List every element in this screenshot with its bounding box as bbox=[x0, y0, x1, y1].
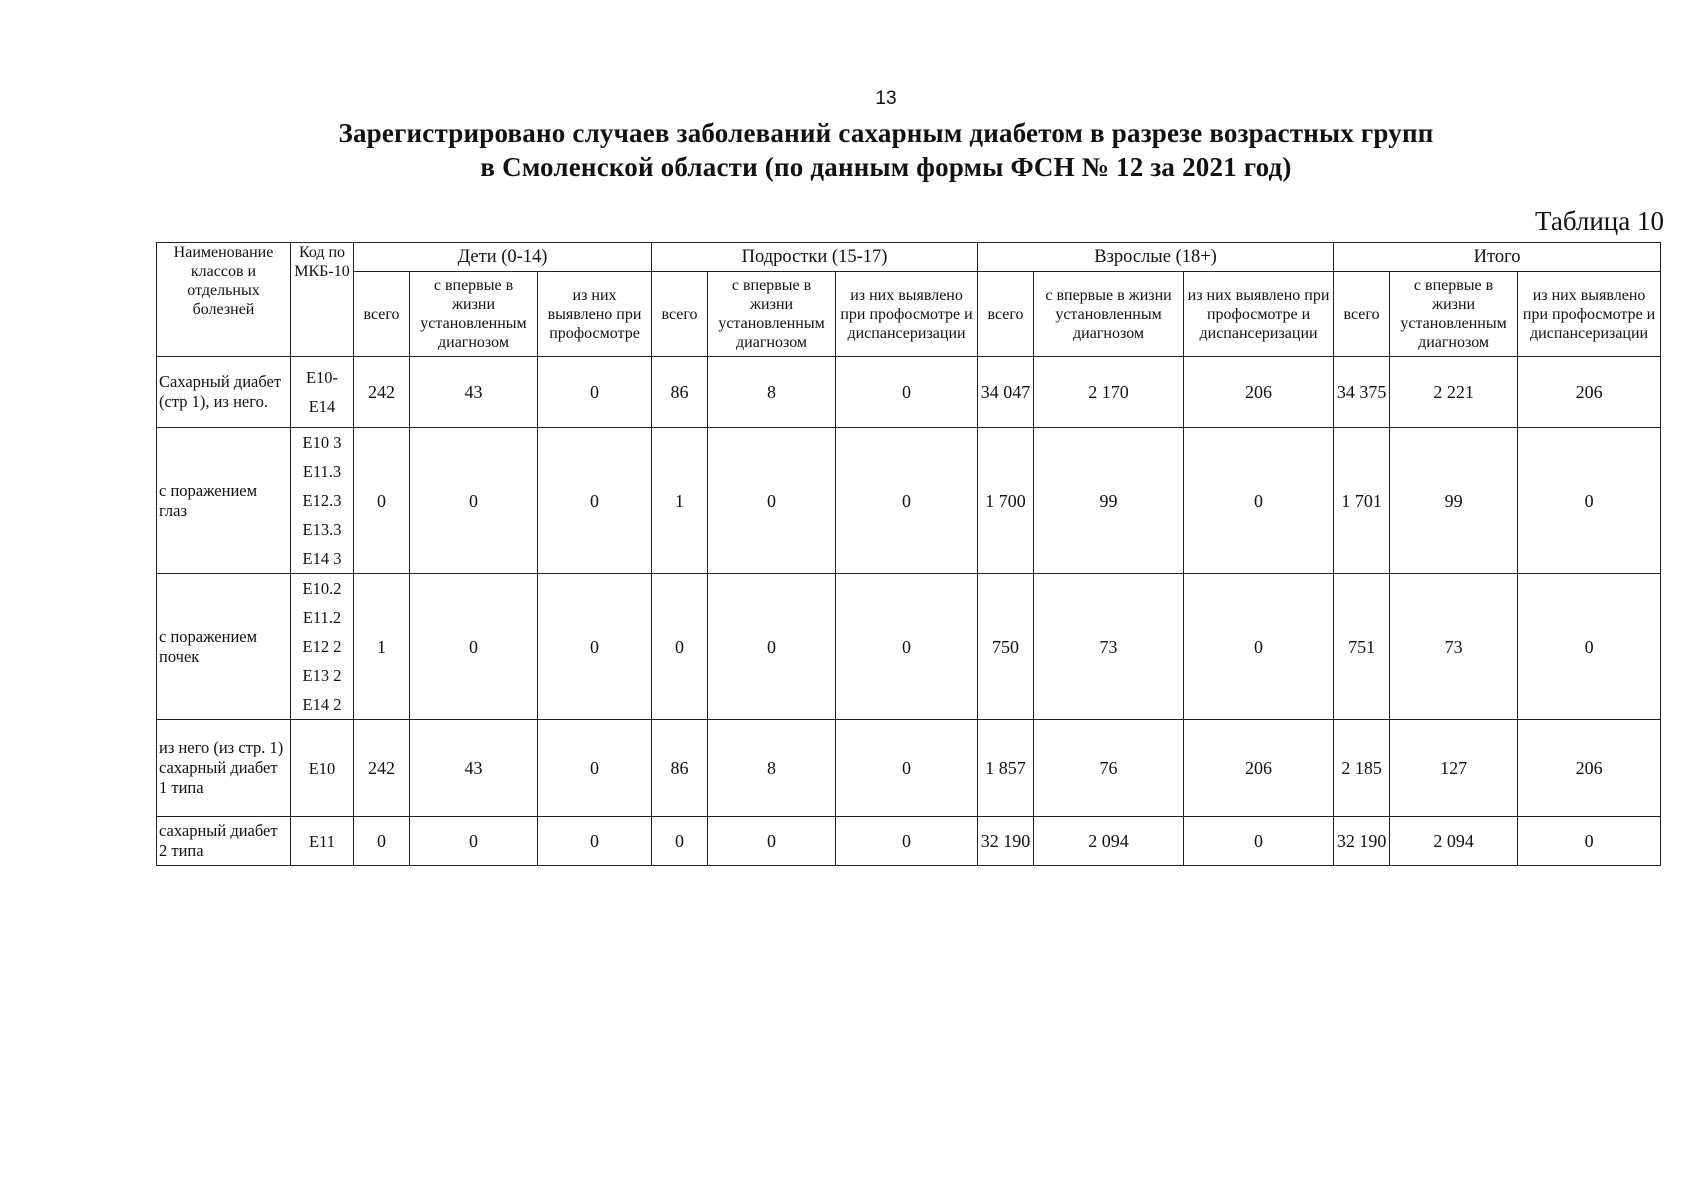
cell-value: 0 bbox=[836, 357, 978, 428]
page-title bbox=[0, 116, 1690, 184]
header-sub-new: с впервые в жизни установленным диагнозом bbox=[1034, 272, 1184, 357]
header-sub-total: всего bbox=[978, 272, 1034, 357]
cell-value: 0 bbox=[538, 357, 652, 428]
cell-value: 2 094 bbox=[1390, 817, 1518, 866]
header-sub-total: всего bbox=[652, 272, 708, 357]
cell-value: 2 221 bbox=[1390, 357, 1518, 428]
cell-value: 242 bbox=[354, 720, 410, 817]
header-sub-new: с впервые в жизни установленным диагнозом bbox=[708, 272, 836, 357]
cell-value: 1 bbox=[354, 574, 410, 720]
cell-value: 43 bbox=[410, 357, 538, 428]
table-row bbox=[157, 574, 1661, 720]
cell-value: 0 bbox=[652, 574, 708, 720]
row-name: из него (из стр. 1) сахарный диабет 1 типа bbox=[157, 720, 291, 817]
cell-value: 43 bbox=[410, 720, 538, 817]
cell-value: 32 190 bbox=[1334, 817, 1390, 866]
cell-value: 34 375 bbox=[1334, 357, 1390, 428]
row-name: с поражением глаз bbox=[157, 428, 291, 574]
cell-value: 2 185 bbox=[1334, 720, 1390, 817]
cell-value: 0 bbox=[1518, 817, 1661, 866]
row-code: E10.2 E11.2 E12 2 E13 2 E14 2 bbox=[291, 574, 354, 720]
header-sub-screening: из них выявлено при профосмотре и диспансеризации bbox=[836, 272, 978, 357]
row-name: с поражением почек bbox=[157, 574, 291, 720]
cell-value: 0 bbox=[836, 574, 978, 720]
title-line-2: в Смоленской области (по данным формы ФСН № 12 за 2021 год) bbox=[480, 152, 1292, 182]
cell-value: 206 bbox=[1184, 720, 1334, 817]
title-line-1: Зарегистрировано случаев заболеваний сахарным диабетом в разрезе возрастных групп bbox=[338, 118, 1434, 148]
statistics-table bbox=[156, 242, 1661, 866]
cell-value: 1 700 bbox=[978, 428, 1034, 574]
row-code: E10 3 E11.3 E12.3 E13.3 E14 3 bbox=[291, 428, 354, 574]
cell-value: 0 bbox=[836, 817, 978, 866]
cell-value: 1 bbox=[652, 428, 708, 574]
cell-value: 242 bbox=[354, 357, 410, 428]
cell-value: 99 bbox=[1390, 428, 1518, 574]
cell-value: 0 bbox=[652, 817, 708, 866]
cell-value: 0 bbox=[708, 817, 836, 866]
header-group-children: Дети (0-14) bbox=[354, 243, 652, 272]
cell-value: 86 bbox=[652, 357, 708, 428]
cell-value: 0 bbox=[538, 428, 652, 574]
header-code: Код по МКБ-10 bbox=[291, 243, 354, 357]
header-sub-total: всего bbox=[354, 272, 410, 357]
cell-value: 0 bbox=[836, 720, 978, 817]
row-code: E11 bbox=[291, 817, 354, 866]
cell-value: 206 bbox=[1518, 357, 1661, 428]
cell-value: 0 bbox=[538, 817, 652, 866]
table-label: Таблица 10 bbox=[1535, 206, 1664, 236]
cell-value: 0 bbox=[354, 428, 410, 574]
cell-value: 0 bbox=[1518, 574, 1661, 720]
cell-value: 0 bbox=[1184, 574, 1334, 720]
row-code: E10- E14 bbox=[291, 357, 354, 428]
cell-value: 8 bbox=[708, 357, 836, 428]
header-name: Наименование классов и отдельных болезней bbox=[157, 243, 291, 357]
cell-value: 86 bbox=[652, 720, 708, 817]
header-sub-screening: из них выявлено при профосмотре bbox=[538, 272, 652, 357]
header-group-adults: Взрослые (18+) bbox=[978, 243, 1334, 272]
cell-value: 0 bbox=[1518, 428, 1661, 574]
cell-value: 2 094 bbox=[1034, 817, 1184, 866]
cell-value: 0 bbox=[538, 574, 652, 720]
table-row bbox=[157, 357, 1661, 428]
row-code: E10 bbox=[291, 720, 354, 817]
cell-value: 1 857 bbox=[978, 720, 1034, 817]
row-name: сахарный диабет 2 типа bbox=[157, 817, 291, 866]
cell-value: 73 bbox=[1034, 574, 1184, 720]
cell-value: 0 bbox=[410, 817, 538, 866]
cell-value: 0 bbox=[354, 817, 410, 866]
cell-value: 751 bbox=[1334, 574, 1390, 720]
cell-value: 127 bbox=[1390, 720, 1518, 817]
cell-value: 0 bbox=[836, 428, 978, 574]
header-sub-new: с впервые в жизни установленным диагнозом bbox=[410, 272, 538, 357]
header-sub-total: всего bbox=[1334, 272, 1390, 357]
cell-value: 0 bbox=[708, 428, 836, 574]
cell-value: 73 bbox=[1390, 574, 1518, 720]
cell-value: 0 bbox=[1184, 817, 1334, 866]
cell-value: 2 170 bbox=[1034, 357, 1184, 428]
cell-value: 750 bbox=[978, 574, 1034, 720]
cell-value: 1 701 bbox=[1334, 428, 1390, 574]
cell-value: 0 bbox=[538, 720, 652, 817]
header-sub-screening: из них выявлено при профосмотре и диспансеризации bbox=[1184, 272, 1334, 357]
cell-value: 0 bbox=[410, 574, 538, 720]
cell-value: 0 bbox=[1184, 428, 1334, 574]
header-sub-new: с впервые в жизни установленным диагнозом bbox=[1390, 272, 1518, 357]
cell-value: 99 bbox=[1034, 428, 1184, 574]
cell-value: 34 047 bbox=[978, 357, 1034, 428]
cell-value: 0 bbox=[410, 428, 538, 574]
cell-value: 0 bbox=[708, 574, 836, 720]
cell-value: 206 bbox=[1518, 720, 1661, 817]
row-name: Сахарный диабет (стр 1), из него. bbox=[157, 357, 291, 428]
cell-value: 76 bbox=[1034, 720, 1184, 817]
cell-value: 8 bbox=[708, 720, 836, 817]
header-group-teens: Подростки (15-17) bbox=[652, 243, 978, 272]
cell-value: 32 190 bbox=[978, 817, 1034, 866]
page-number: 13 bbox=[875, 88, 897, 109]
header-sub-screening: из них выявлено при профосмотре и диспансеризации bbox=[1518, 272, 1661, 357]
cell-value: 206 bbox=[1184, 357, 1334, 428]
header-group-total: Итого bbox=[1334, 243, 1661, 272]
table-row bbox=[157, 428, 1661, 574]
table-row bbox=[157, 720, 1661, 817]
table-row bbox=[157, 817, 1661, 866]
